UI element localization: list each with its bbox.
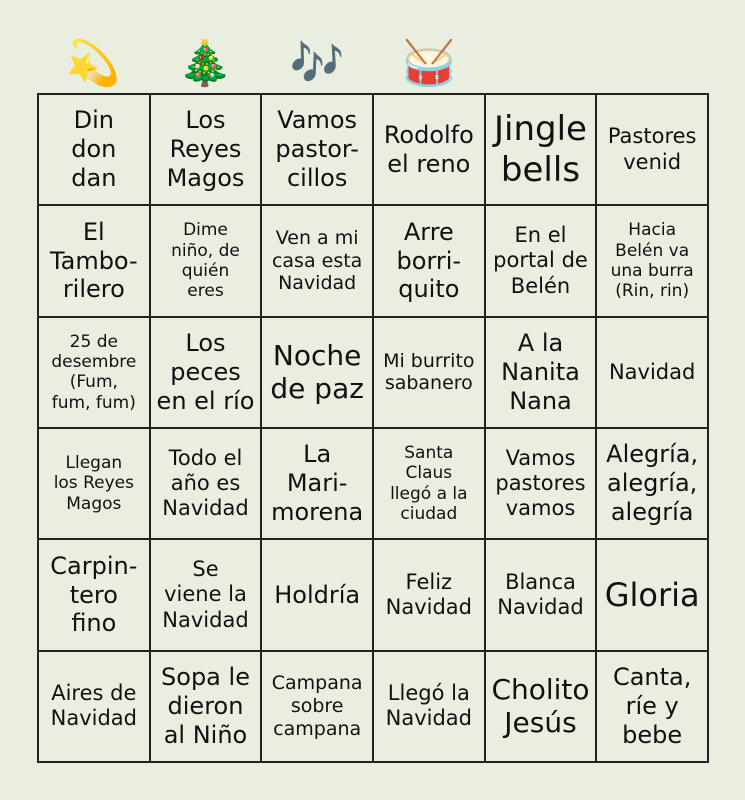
bingo-cell[interactable]: Din don dan — [38, 94, 150, 205]
bingo-cell[interactable]: Vamos pastores vamos — [485, 428, 597, 539]
bingo-cell[interactable]: Vamos pastor- cillos — [261, 94, 373, 205]
bingo-cell[interactable]: A la Nanita Nana — [485, 317, 597, 428]
music-notes-icon: 🎶 — [289, 38, 345, 89]
bingo-cell[interactable]: Llegó la Navidad — [373, 651, 485, 762]
bingo-cell[interactable]: Alegría, alegría, alegría — [596, 428, 708, 539]
bingo-cell[interactable]: Santa Claus llegó a la ciudad — [373, 428, 485, 539]
bingo-cell[interactable]: Rodolfo el reno — [373, 94, 485, 205]
bingo-cell[interactable]: Cholito Jesús — [485, 651, 597, 762]
bingo-cell[interactable]: Los Reyes Magos — [150, 94, 262, 205]
header-empty — [597, 36, 709, 92]
bingo-cell[interactable]: Campana sobre campana — [261, 651, 373, 762]
bingo-cell[interactable]: Mi burrito sabanero — [373, 317, 485, 428]
bingo-cell[interactable]: Holdría — [261, 539, 373, 650]
bingo-cell[interactable]: Los peces en el río — [150, 317, 262, 428]
bingo-header — [37, 36, 709, 92]
bingo-cell[interactable]: Dime niño, de quién eres — [150, 205, 262, 316]
bingo-cell[interactable]: Se viene la Navidad — [150, 539, 262, 650]
bingo-cell[interactable]: Feliz Navidad — [373, 539, 485, 650]
bingo-cell[interactable]: Ven a mi casa esta Navidad — [261, 205, 373, 316]
header-empty — [485, 36, 597, 92]
bingo-cell[interactable]: Arre borri- quito — [373, 205, 485, 316]
bingo-cell[interactable]: Gloria — [596, 539, 708, 650]
bingo-cell[interactable]: Todo el año es Navidad — [150, 428, 262, 539]
bingo-cell[interactable]: Carpin- tero fino — [38, 539, 150, 650]
bingo-cell[interactable]: El Tambo- rilero — [38, 205, 150, 316]
bingo-cell[interactable]: Llegan los Reyes Magos — [38, 428, 150, 539]
bingo-cell[interactable]: Jingle bells — [485, 94, 597, 205]
bingo-cell[interactable]: Noche de paz — [261, 317, 373, 428]
bingo-cell[interactable]: 25 de desembre (Fum, fum, fum) — [38, 317, 150, 428]
christmas-tree-icon: 🎄 — [177, 38, 233, 89]
bingo-cell[interactable]: Canta, ríe y bebe — [596, 651, 708, 762]
bingo-cell[interactable]: Hacia Belén va una burra (Rin, rin) — [596, 205, 708, 316]
bingo-cell[interactable]: Aires de Navidad — [38, 651, 150, 762]
bingo-cell[interactable]: Sopa le dieron al Niño — [150, 651, 262, 762]
bingo-cell[interactable]: Blanca Navidad — [485, 539, 597, 650]
bingo-cell[interactable]: Navidad — [596, 317, 708, 428]
dizzy-star-icon: 💫 — [65, 38, 121, 89]
drum-icon: 🥁 — [401, 38, 457, 89]
bingo-cell[interactable]: Pastores venid — [596, 94, 708, 205]
bingo-card — [37, 93, 709, 763]
bingo-cell[interactable]: En el portal de Belén — [485, 205, 597, 316]
bingo-cell[interactable]: La Mari- morena — [261, 428, 373, 539]
